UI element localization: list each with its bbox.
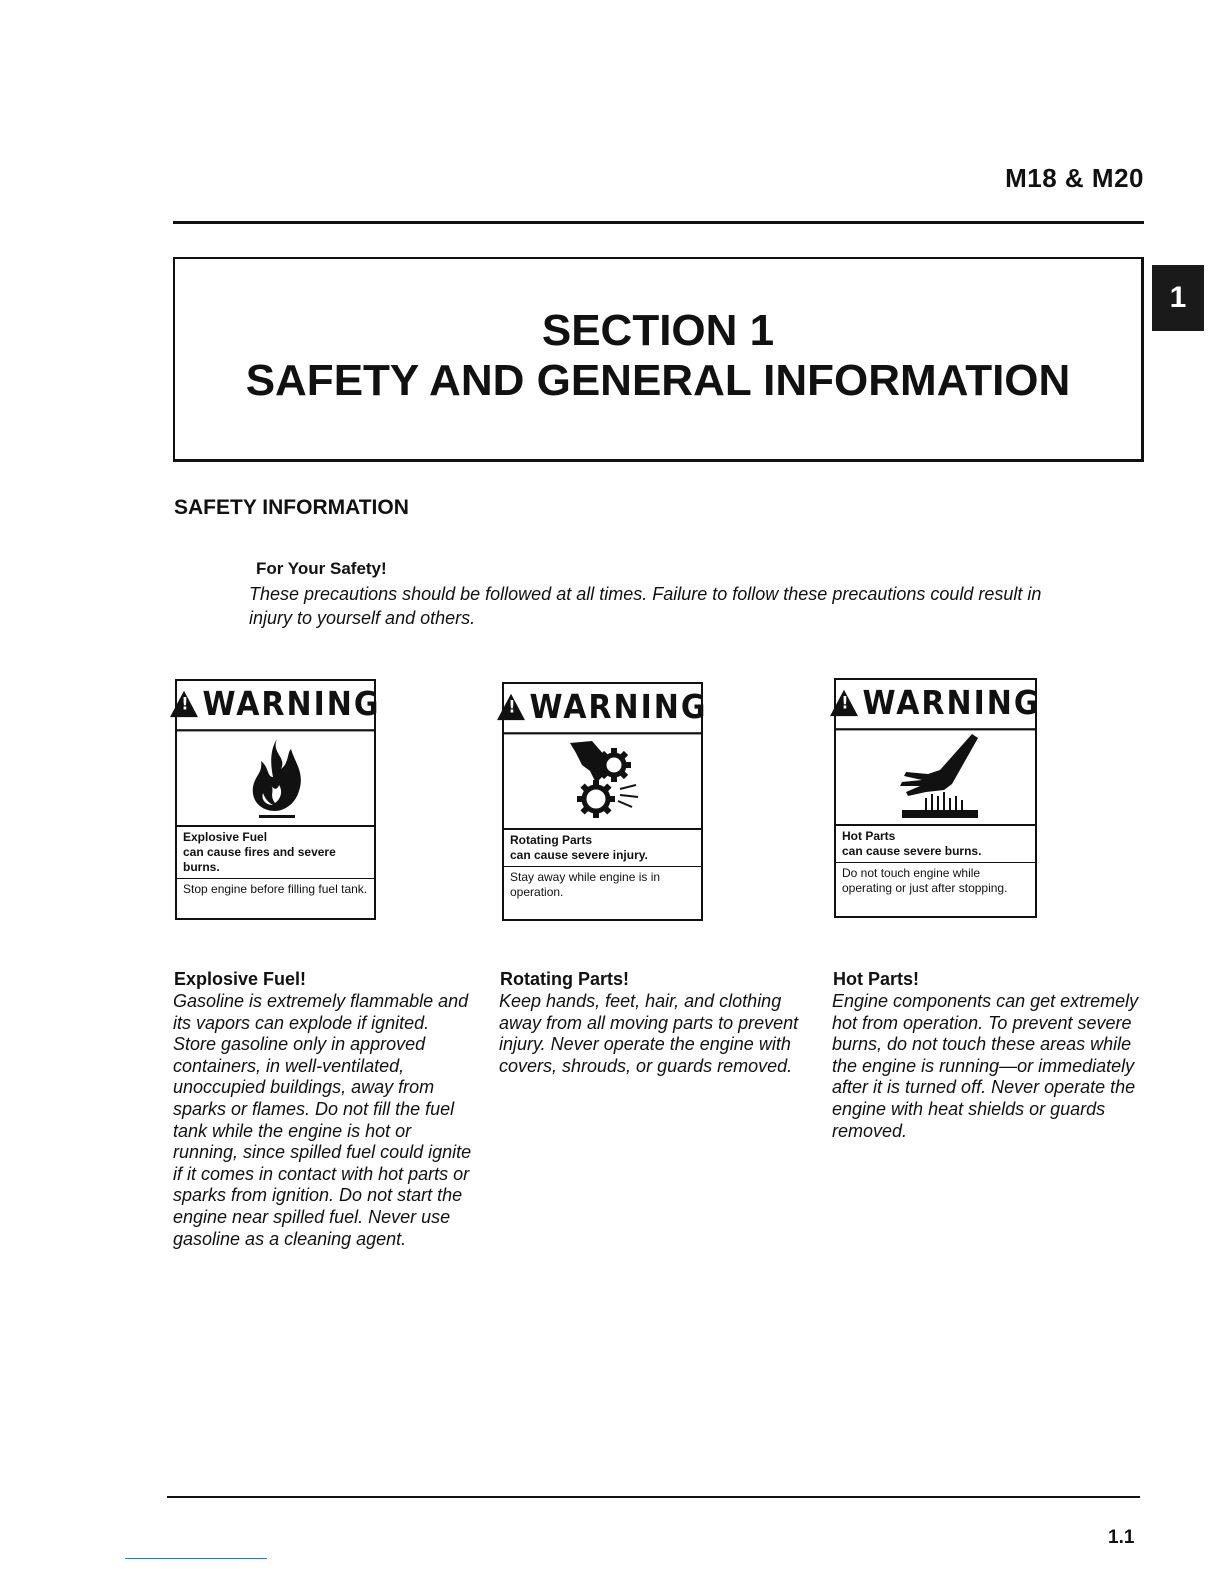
- model-label: M18 & M20: [1005, 163, 1144, 193]
- rotating-parts-title: Rotating Parts!: [500, 969, 630, 989]
- warning-header: [836, 678, 1041, 731]
- sign-consequence: can cause severe injury.: [510, 848, 648, 862]
- hot-surface-hand-icon: [836, 728, 1035, 826]
- warning-sign-fuel: [175, 679, 381, 920]
- warning-triangle-icon: [830, 690, 858, 716]
- warning-triangle-icon: [497, 694, 525, 720]
- warning-sign-hot: [834, 678, 1041, 918]
- warning-sign-rotating: [502, 682, 708, 921]
- page-number: 1.1: [1108, 1527, 1135, 1548]
- sign-text: [177, 827, 374, 900]
- sign-text: [504, 830, 701, 903]
- sign-text: [836, 826, 1035, 899]
- flame-icon: [177, 729, 374, 827]
- sign-hazard: Rotating Parts: [510, 833, 593, 847]
- warning-text: WARNING: [862, 683, 1041, 723]
- section-tab: 1: [1152, 265, 1204, 331]
- sign-consequence: can cause severe burns.: [842, 844, 982, 858]
- warning-header: [177, 679, 381, 732]
- hot-parts-title: Hot Parts!: [833, 969, 920, 989]
- sign-hazard: Explosive Fuel: [183, 830, 268, 844]
- warning-header: [504, 682, 708, 735]
- section-number: SECTION 1: [541, 306, 775, 355]
- sign-consequence: can cause fires and severe burns.: [183, 845, 336, 874]
- gears-hand-icon: [504, 732, 701, 830]
- sign-directive: Do not touch engine while operating or just after stopping.: [836, 862, 1035, 896]
- hot-parts-body: Engine components can get extremely hot from operation. To prevent severe burns, do not touch these areas while the engine is running—or immediately after it is turned off. Never operate the engine with heat shields or guards removed.: [832, 991, 1139, 1141]
- rotating-parts-body: Keep hands, feet, hair, and clothing away from all moving parts to prevent injury. Never operate the engine with covers, shrouds, or guards removed.: [499, 991, 799, 1076]
- safety-intro: These precautions should be followed at all times. Failure to follow these precautions could result in injury to yourself and others.: [249, 584, 1042, 628]
- bottom-rule: [167, 1496, 1140, 1498]
- section-title-box: [173, 257, 1144, 462]
- sign-directive: Stop engine before filling fuel tank.: [177, 878, 374, 897]
- footer-link-line: [125, 1558, 267, 1559]
- top-rule: [173, 221, 1144, 224]
- section-title: SAFETY AND GENERAL INFORMATION: [245, 356, 1071, 405]
- explosive-fuel-title: Explosive Fuel!: [174, 969, 307, 989]
- explosive-fuel-body: Gasoline is extremely flammable and its vapors can explode if ignited. Store gasoline only in approved containers, in well-ventilated, unoccupied buildings, away from sparks or flames. Do not fill the fuel tank while the engine is hot or running, since spilled fuel could ignite if it comes in contact with hot parts or sparks from ignition. Do not start the engine near spilled fuel. Never use gasoline as a cleaning agent.: [173, 991, 472, 1249]
- warning-text: WARNING: [202, 684, 381, 724]
- warning-text: WARNING: [529, 687, 708, 727]
- sign-directive: Stay away while engine is in operation.: [504, 866, 701, 900]
- sign-hazard: Hot Parts: [842, 829, 896, 843]
- for-your-safety-label: For Your Safety!: [256, 559, 387, 578]
- warning-triangle-icon: [170, 691, 198, 717]
- safety-heading: SAFETY INFORMATION: [174, 496, 409, 519]
